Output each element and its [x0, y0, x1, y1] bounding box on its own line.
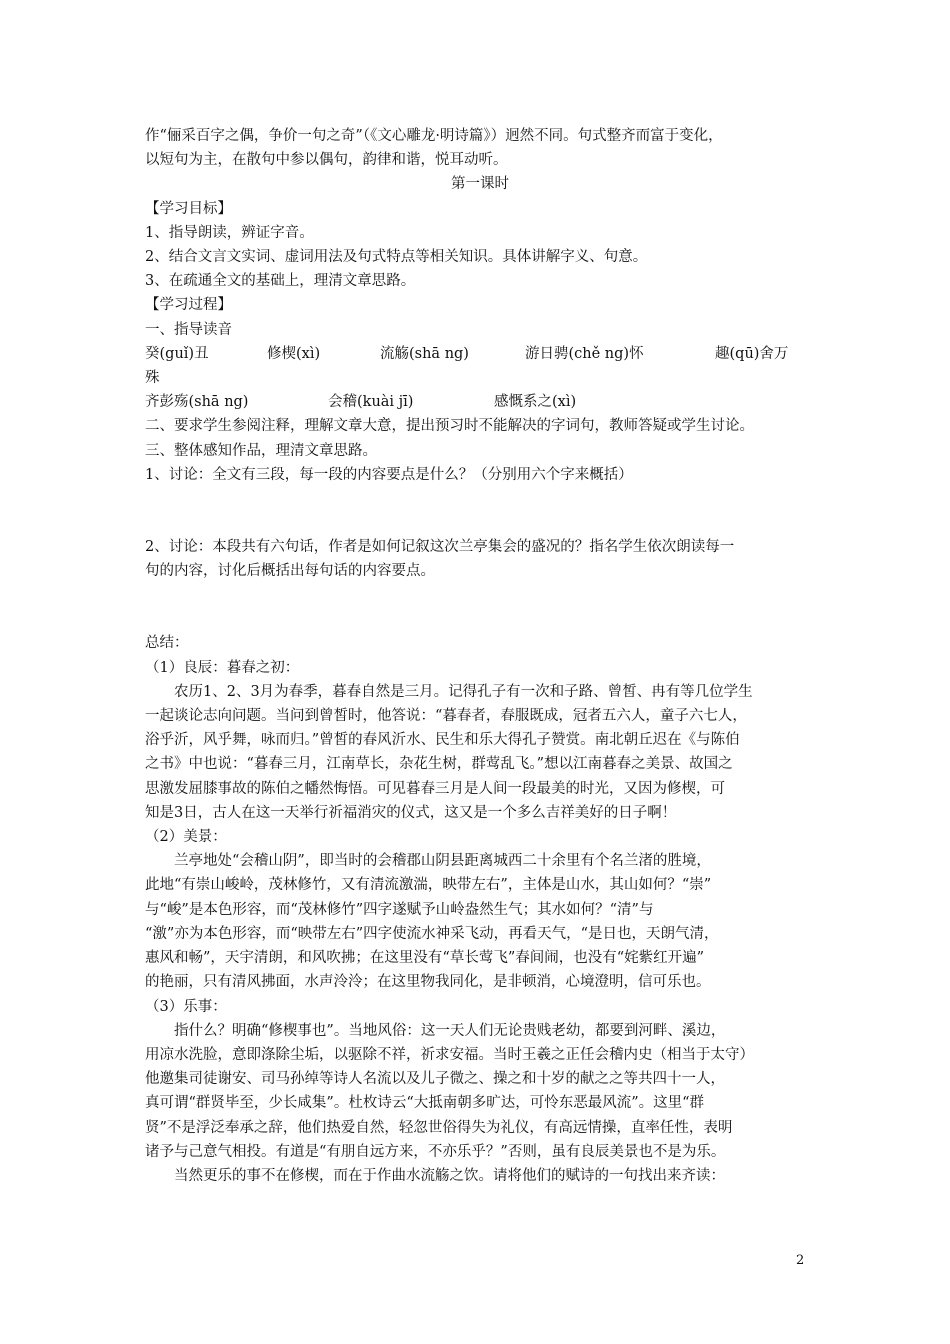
answer-space: [145, 583, 815, 631]
goal-item: 2、结合文言文实词、虚词用法及句式特点等相关知识。具体讲解字义、句意。: [145, 249, 648, 266]
paragraph-line: 用凉水洗脸，意即涤除尘垢，以驱除不祥，祈求安福。当时王羲之正任会稽内史（相当于太守）: [145, 1046, 754, 1063]
pron-item: 流觞(shā ng): [380, 345, 469, 362]
intro-line-1: 作“俪采百字之偶，争价一句之奇”（《文心雕龙·明诗篇》）迥然不同。句式整齐而富于变化，: [145, 128, 723, 144]
paragraph-line: 与“峻”是本色形容，而“茂林修竹”四字遂赋予山岭盎然生气；其水如何？“清”与: [145, 901, 654, 918]
goal-item: 1、指导朗读，辨证字音。: [145, 224, 314, 241]
pronunciation-row-1: [145, 342, 815, 366]
pron-item: 修楔(xì): [267, 345, 321, 362]
paragraph-line: 惠风和畅”，天宇清朗，和风吹拂；在这里没有“草长莺飞”春间闹，也没有“姹紫红开遍”: [145, 950, 705, 967]
question-2-line-1: 2、讨论：本段共有六句话，作者是如何记叙这次兰亭集会的盛况的？指名学生依次朗读每一: [145, 539, 735, 556]
paragraph-line: 贤”不是浮泛奉承之辞，他们热爱自然，轻忽世俗得失为礼仪，有高远情操，直率任性，表明: [145, 1119, 733, 1136]
step-2: 二、要求学生参阅注释，理解文章大意，提出预习时不能解决的字词句，教师答疑或学生讨论。: [145, 418, 754, 435]
pron-item: 游日骋(chě ng)怀: [525, 345, 644, 362]
page-number: 2: [796, 1253, 805, 1268]
step-3: 三、整体感知作品，理清文章思路。: [145, 442, 377, 459]
paragraph-line: 诸予与己意气相投。有道是“有朋自远方来，不亦乐乎？”否则，虽有良辰美景也不是为乐。: [145, 1143, 726, 1160]
pron-item: 齐彭殇(shā ng): [145, 394, 249, 411]
paragraph-line: 此地“有崇山峻岭，茂林修竹，又有清流激湍，映带左右”，主体是山水，其山如何？“崇”: [145, 877, 712, 894]
question-2-line-2: 句的内容，讨化后概括出每句话的内容要点。: [145, 563, 435, 580]
paragraph-line: 知是3日，古人在这一天举行祈福消灾的仪式，这又是一个多么吉祥美好的日子啊！: [145, 804, 677, 821]
question-1: 1、讨论：全文有三段，每一段的内容要点是什么？（分别用六个字来概括）: [145, 466, 633, 483]
process-heading: 【学习过程】: [145, 297, 232, 314]
paragraph-line: 农历1、2、3月为春季，暮春自然是三月。记得孔子有一次和子路、曾皙、冉有等几位学生: [174, 683, 753, 700]
pronunciation-row-2: [145, 390, 815, 414]
paragraph-line: 一起谈论志向问题。当问到曾皙时，他答说：“暮春者，春服既成，冠者五六人，童子六七人，: [145, 708, 747, 725]
pron-item: 癸(guǐ)丑: [145, 345, 209, 362]
answer-space: [145, 487, 815, 535]
pron-item: 趣(qū)舍万: [715, 345, 789, 362]
goals-heading: 【学习目标】: [145, 200, 232, 217]
paragraph-line: 兰亭地处“会稽山阴”，即当时的会稽郡山阴县距离城西二十余里有个名兰渚的胜境，: [174, 853, 711, 870]
section-1-title: （1）良辰：暮春之初：: [145, 659, 300, 676]
summary-heading: 总结：: [145, 635, 189, 652]
step-1: 一、指导读音: [145, 321, 232, 338]
intro-line-2: 以短句为主，在散句中参以偶句，韵律和谐，悦耳动听。: [145, 152, 508, 169]
final-line: 当然更乐的事不在修楔，而在于作曲水流觞之饮。请将他们的赋诗的一句找出来齐读：: [174, 1167, 725, 1184]
goal-item: 3、在疏通全文的基础上，理清文章思路。: [145, 273, 416, 290]
section-3-title: （3）乐事：: [145, 998, 227, 1015]
paragraph-line: 之书》中也说：“暮春三月，江南草长，杂花生树，群莺乱飞。”想以江南暮春之美景、故国之: [145, 756, 733, 773]
pron-item: 会稽(kuài jī): [328, 394, 414, 411]
paragraph-line: 他邀集司徒谢安、司马孙绰等诗人名流以及儿子微之、操之和十岁的献之之等共四十一人，: [145, 1071, 725, 1088]
paragraph-line: 指什么？明确“修楔事也”。当地风俗：这一天人们无论贵贱老幼，都要到河畔、溪边，: [174, 1022, 726, 1039]
section-2-title: （2）美景：: [145, 829, 227, 846]
pronunciation-row-1-tail: 殊: [145, 370, 160, 387]
paragraph-line: 浴乎沂，风乎舞，咏而归。”曾皙的春风沂水、民生和乐大得孔子赞赏。南北朝丘迟在《与陈伯: [145, 732, 740, 749]
paragraph-line: 的艳丽，只有清风拂面，水声泠泠；在这里物我同化，是非顿消，心境澄明，信可乐也。: [145, 974, 711, 991]
paragraph-line: 真可谓“群贤毕至，少长咸集”。杜枚诗云“大抵南朝多旷达，可怜东恶最风流”。这里“群: [145, 1095, 705, 1112]
paragraph-line: “激”亦为本色形容，而“映带左右”四字使流水神采飞动，再看天气，“是日也，天朗气清，: [145, 925, 719, 942]
paragraph-line: 思激发屈膝事故的陈伯之幡然悔悟。可见暮春三月是人间一段最美的时光，又因为修楔，可: [145, 780, 725, 797]
lesson-title: 第一课时: [451, 176, 509, 193]
document-page: [145, 124, 815, 1188]
pron-item: 感慨系之(xì): [494, 394, 577, 411]
